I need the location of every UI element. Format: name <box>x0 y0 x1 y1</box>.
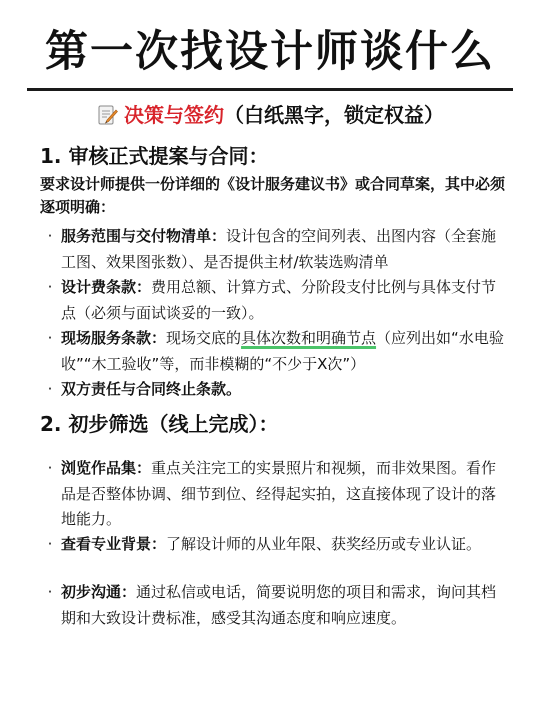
subtitle-note: （白纸黑字，锁定权益） <box>224 103 444 127</box>
list-item <box>44 377 504 403</box>
bullet-text: 费用总额、计算方式、分阶段支付比例与具体支付节点（必须与面试谈妥的一致）。 <box>61 278 497 322</box>
bullet-dot-icon: · <box>47 535 53 553</box>
bullet-text: 重点关注完工的实景照片和视频，而非效果图。看作品是否整体协调、细节到位、经得起实拍，这直接体现了设计的落地能力。 <box>61 459 497 528</box>
bullet-text: 现场交底的 <box>166 329 242 347</box>
bullet-label: 浏览作品集： <box>61 459 152 477</box>
memo-icon <box>96 104 118 126</box>
bullet-dot-icon: · <box>47 278 53 296</box>
title-divider <box>27 88 513 91</box>
bullet-text: 通过私信或电话，简要说明您的项目和需求，询问其档期和大致设计费标准，感受其沟通态度和响应速度。 <box>61 583 497 627</box>
section-2-heading: 2. 初步筛选（线上完成）： <box>40 412 279 436</box>
list-item <box>44 224 504 275</box>
list-item <box>44 580 504 631</box>
bullet-text: 了解设计师的从业年限、获奖经历或专业认证。 <box>166 535 482 553</box>
section-1-intro: 要求设计师提供一份详细的《设计服务建议书》或合同草案，其中必须逐项明确： <box>40 175 506 216</box>
highlighted-text: 具体次数和明确节点 <box>241 329 377 347</box>
bullet-dot-icon: · <box>47 329 53 347</box>
list-item <box>44 532 504 558</box>
section-1-heading: 1. 审核正式提案与合同： <box>40 144 269 168</box>
subtitle-highlight: 决策与签约 <box>124 103 224 127</box>
bullet-label: 双方责任与合同终止条款。 <box>61 380 242 398</box>
bullet-dot-icon: · <box>47 227 53 245</box>
bullet-label: 初步沟通： <box>61 583 137 601</box>
bullet-dot-icon: · <box>47 583 53 601</box>
bullet-text: （应列出如“水电验收”“木工验收”等，而非模糊的“不少于X次”） <box>61 329 504 373</box>
list-item <box>44 326 504 377</box>
bullet-dot-icon: · <box>47 459 53 477</box>
page-title: 第一次找设计师谈什么 <box>45 27 495 77</box>
bullet-label: 查看专业背景： <box>61 535 167 553</box>
bullet-dot-icon: · <box>47 380 53 398</box>
bullet-text: 设计包含的空间列表、出图内容（全套施工图、效果图张数）、是否提供主材/软装选购清单 <box>61 227 497 271</box>
list-item <box>44 275 504 326</box>
bullet-label: 设计费条款： <box>61 278 152 296</box>
bullet-label: 服务范围与交付物清单： <box>61 227 227 245</box>
list-item <box>44 456 504 533</box>
bullet-label: 现场服务条款： <box>61 329 167 347</box>
subtitle <box>0 100 540 130</box>
